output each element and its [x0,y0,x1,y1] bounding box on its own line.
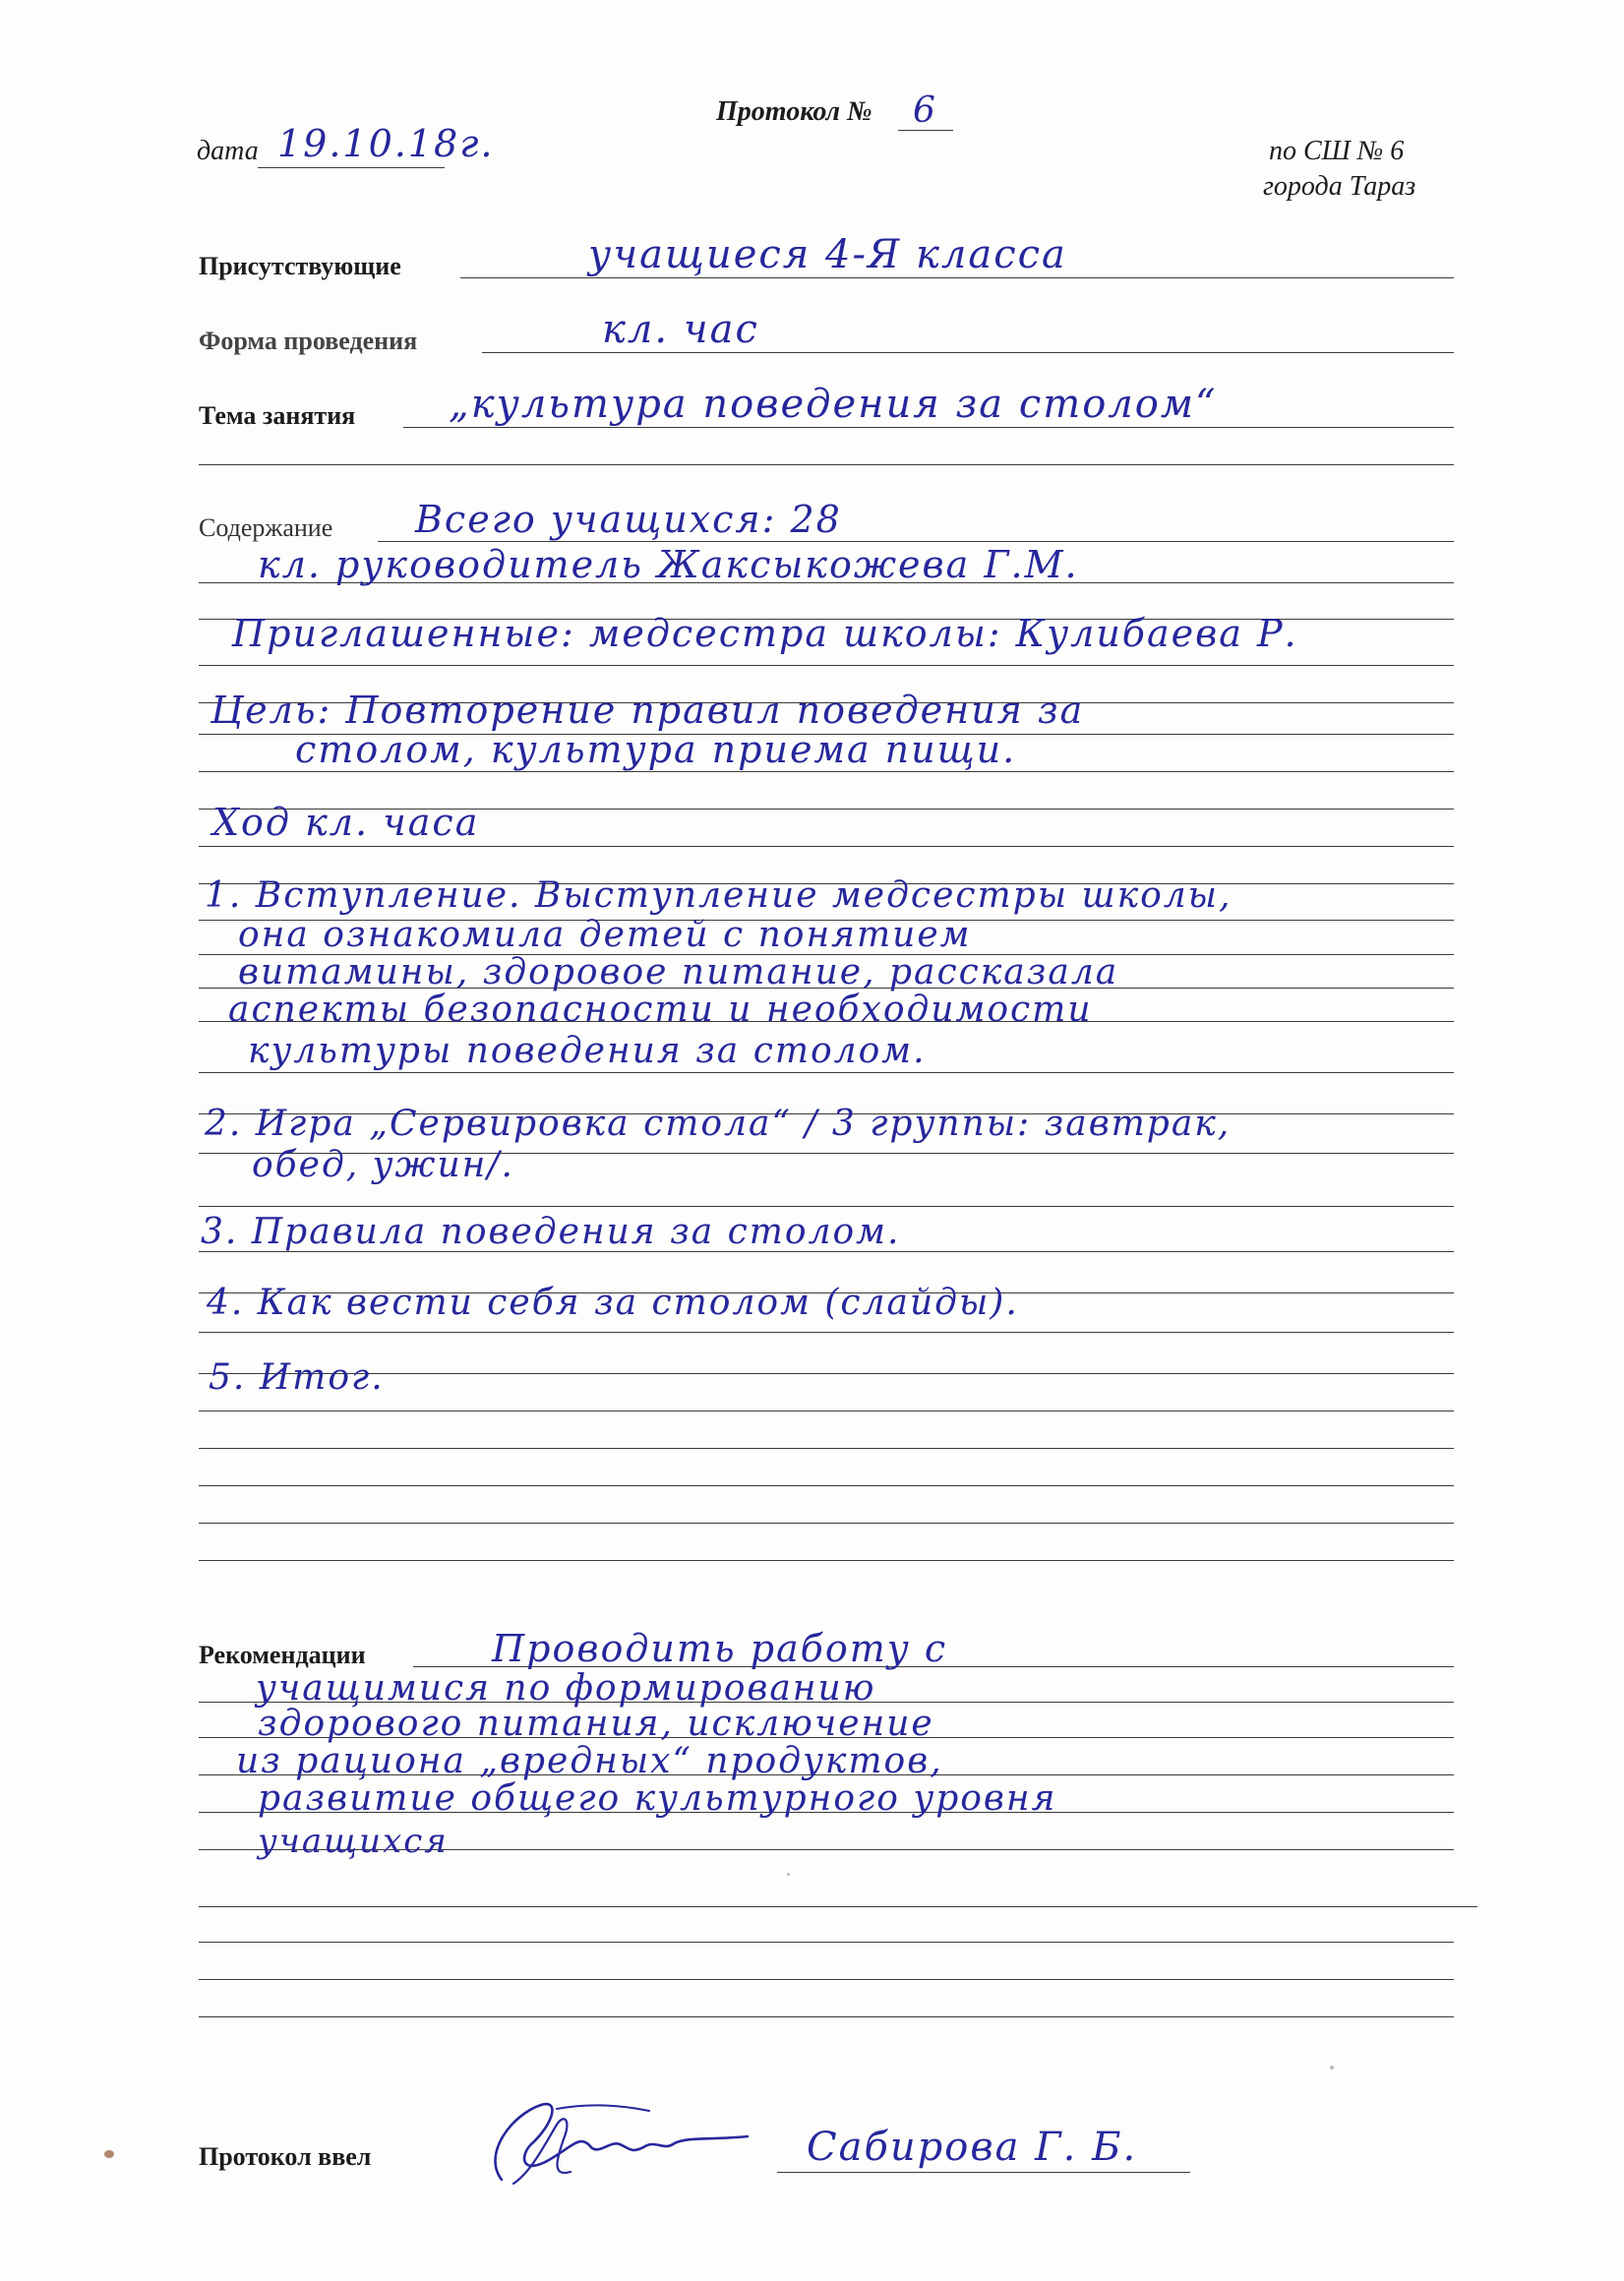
content-text-line: 4. Как вести себя за столом (слайды). [207,1283,1019,1323]
topic-value: „культура поведения за столом“ [449,382,1218,427]
content-line-24 [199,1448,1454,1449]
content-line-1 [378,541,1454,542]
attendees-value: учащиеся 4-Я класса [588,232,1067,277]
content-label: Содержание [199,513,333,542]
recommendations-line-7 [199,1906,1477,1907]
recommendation-text-line: Проводить работу с [492,1627,948,1670]
author-label: Протокол ввел [199,2142,372,2171]
attendees-label: Присутствующие [199,252,401,280]
protocol-number: 6 [913,90,937,131]
recommendation-text-line: здорового питания, исключение [258,1704,934,1744]
content-text-line: 1. Вступление. Выступление медсестры школы, [205,875,1233,916]
content-line-18 [199,1206,1454,1207]
content-text-line: Приглашенные: медсестра школы: Кулибаева Р. [232,612,1298,655]
form-value: кл. час [602,307,759,352]
content-text-line: кл. руководитель Жаксыкожева Г.М. [258,543,1079,586]
recommendations-line-10 [199,2016,1454,2017]
recommendations-line-8 [199,1942,1454,1943]
attendees-line [460,277,1454,278]
scan-speck [104,2150,114,2158]
form-label: Форма проведения [199,327,418,355]
content-text-line: Всего учащихся: 28 [415,498,842,541]
content-text-line: Цель: Повторение правил поведения за [211,689,1085,732]
author-name: Сабирова Г. Б. [807,2125,1138,2170]
content-line-7 [199,771,1454,772]
date-value: 19.10.18г. [277,122,495,165]
recommendations-label: Рекомендации [199,1641,366,1669]
content-line-26 [199,1523,1454,1524]
recommendation-text-line: развитие общего культурного уровня [258,1778,1057,1819]
content-text-line: 5. Итог. [209,1357,385,1398]
content-line-22 [199,1373,1454,1374]
content-line-4 [199,665,1454,666]
topic-label: Тема занятия [199,401,356,430]
content-line-21 [199,1332,1454,1333]
protocol-title: Протокол № [716,96,872,127]
content-text-line: столом, культура приема пищи. [295,728,1017,771]
content-text-line: аспекты безопасности и необходимости [228,990,1093,1030]
topic-line-2 [199,464,1454,465]
school-line-1: по СШ № 6 [1269,136,1405,166]
recommendations-line-9 [199,1979,1454,1980]
content-text-line: Ход кл. часа [212,801,480,844]
content-line-25 [199,1485,1454,1486]
content-line-15 [199,1072,1454,1073]
recommendation-text-line: из рациона „вредных“ продуктов, [236,1741,943,1781]
content-line-9 [199,846,1454,847]
content-text-line: она ознакомила детей с понятием [238,915,972,955]
content-text-line: 3. Правила поведения за столом. [201,1212,901,1252]
recommendation-text-line: учащихся [258,1822,449,1861]
school-line-2: города Тараз [1263,171,1416,202]
content-text-line: культуры поведения за столом. [248,1031,927,1071]
author-underline [777,2172,1190,2173]
scan-speck [1330,2066,1334,2070]
topic-line [403,427,1454,428]
content-line-27 [199,1560,1454,1561]
form-line [482,352,1454,353]
date-underline [258,167,445,168]
recommendation-text-line: учащимися по формированию [256,1668,876,1709]
content-text-line: обед, ужин/. [252,1145,514,1185]
scan-speck [787,1873,790,1876]
content-text-line: витамины, здоровое питание, рассказала [238,952,1119,992]
date-label: дата [197,136,259,166]
signature-image [462,2085,767,2193]
content-text-line: 2. Игра „Сервировка стола“ / 3 группы: завтрак, [205,1104,1232,1144]
